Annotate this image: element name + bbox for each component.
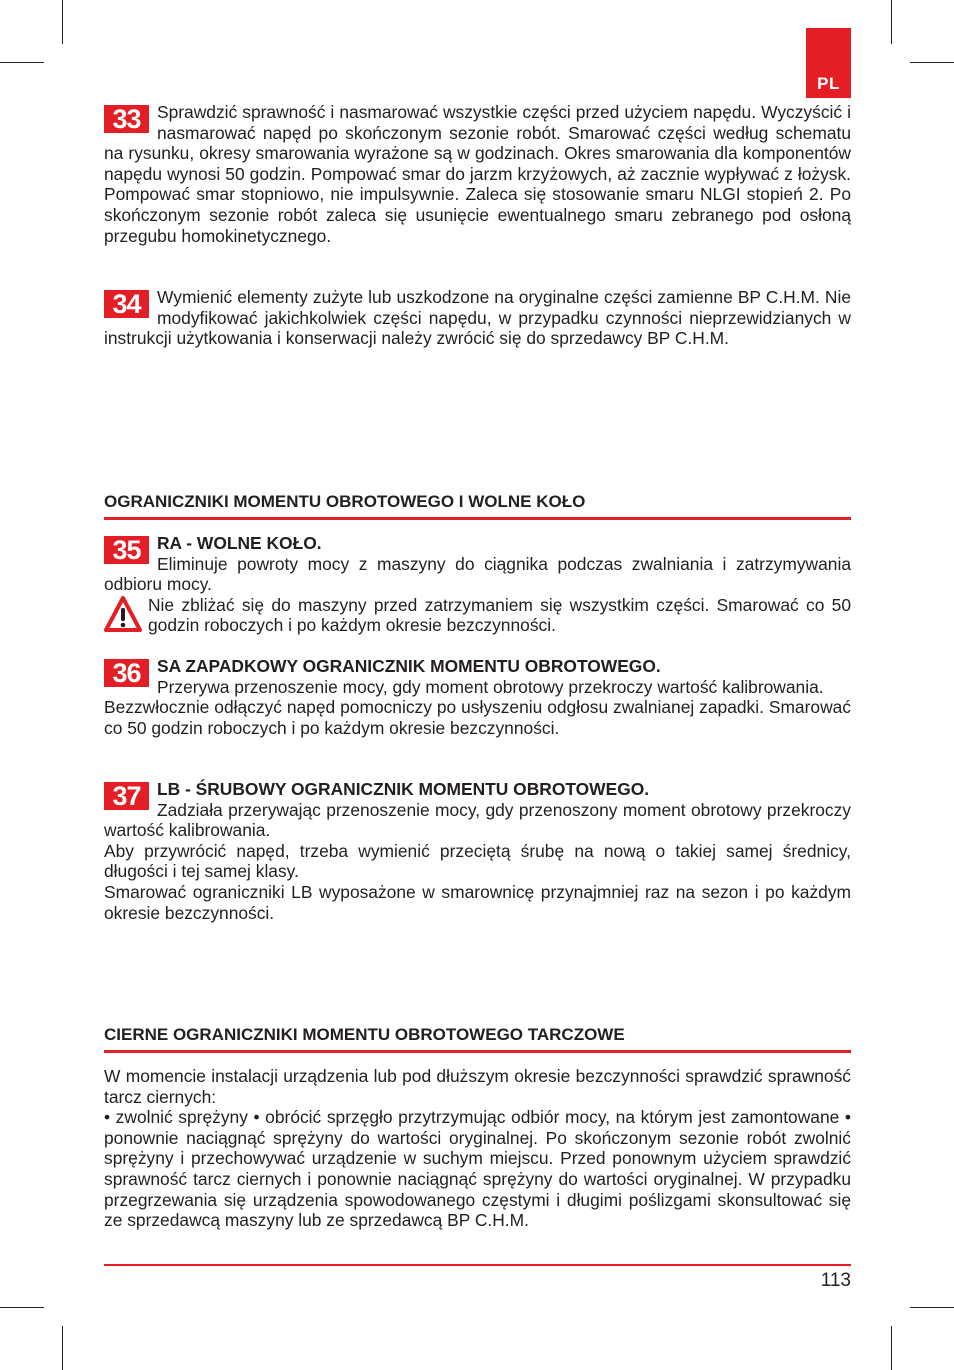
crop-mark: [891, 1326, 892, 1370]
section-37-text-2: Aby przywrócić napęd, trzeba wymienić przeciętą śrubę na nową o takiej samej średnicy, długości i tej samej klasy.: [104, 840, 851, 882]
warning-triangle-icon: [104, 595, 142, 635]
page-number: 113: [820, 1270, 851, 1291]
heading-text: OGRANICZNIKI MOMENTU OBROTOWEGO I WOLNE KOŁO: [104, 491, 851, 520]
friction-section: [104, 1066, 851, 1231]
section-36: [104, 656, 851, 738]
heading-text: CIERNE OGRANICZNIKI MOMENTU OBROTOWEGO TARCZOWE: [104, 1024, 851, 1053]
step-number-35: 35: [104, 536, 149, 564]
step-number-36: 36: [104, 659, 149, 687]
step-number-33: 33: [104, 105, 149, 133]
section-36-text: Przerywa przenoszenie mocy, gdy moment obrotowy przekroczy wartość kalibrowania.: [157, 676, 824, 697]
crop-mark: [62, 1326, 63, 1370]
section-37: [104, 779, 851, 923]
section-37-text-3: Smarować ograniczniki LB wyposażone w smarownicę przynajmniej raz na sezon i po każdym okresie bezczynności.: [104, 881, 851, 923]
step-number-37: 37: [104, 782, 149, 810]
step-number-34: 34: [104, 290, 149, 318]
section-35-title: RA - WOLNE KOŁO.: [157, 533, 322, 553]
footer-divider: [104, 1264, 851, 1266]
section-35: [104, 533, 851, 636]
friction-text-2: • zwolnić sprężyny • obrócić sprzęgło przytrzymując odbiór mocy, na którym jest zamontowane • ponownie naciągnąć sprężyny do wartości oryginalnej. Po skończonym sezonie robót zwolnić sprężyny i przechowywać urządzenie w suchym miejscu. Przed ponownym użyciem sprawdzić sprawność tarcz ciernych i ponownie naciągnąć sprężyny do wartości oryginalnej. W przypadku przegrzewania się urządzenia spowodowanego częstymi i długimi poślizgami skonsultować się ze sprzedawcą maszyny lub ze sprzedawcą BP C.H.M.: [104, 1107, 851, 1231]
crop-mark: [0, 1307, 44, 1308]
crop-mark: [891, 0, 892, 44]
crop-mark: [910, 62, 954, 63]
section-heading-torque-limiters: [104, 491, 851, 520]
section-35-text: Eliminuje powroty mocy z maszyny do ciągnika podczas zwalniania i zatrzymywania odbioru mocy.: [104, 553, 851, 595]
crop-mark: [910, 1307, 954, 1308]
friction-text: W momencie instalacji urządzenia lub pod dłuższym okresie bezczynności sprawdzić sprawność tarcz ciernych:: [104, 1066, 851, 1107]
language-tab: PL: [806, 28, 851, 98]
section-33: [104, 102, 851, 246]
section-36-title: SA ZAPADKOWY OGRANICZNIK MOMENTU OBROTOWEGO.: [157, 656, 661, 676]
section-36-text-2: Bezzwłocznie odłączyć napęd pomocniczy po usłyszeniu odgłosu zwalnianej zapadki. Smarować co 50 godzin roboczych i po każdym okresie bezczynności.: [104, 697, 851, 738]
warning-text: Nie zbliżać się do maszyny przed zatrzymaniem się wszystkim części. Smarować co 50 godzin roboczych i po każdym okresie bezczynności.: [148, 594, 851, 636]
section-34-text: Wymienić elementy zużyte lub uszkodzone na oryginalne części zamienne BP C.H.M. Nie modyfikować jakichkolwiek części napędu, w przypadku czynności nieprzewidzianych w instrukcji użytkowania i konserwacji należy zwrócić się do sprzedawcy BP C.H.M.: [104, 287, 851, 349]
section-34: [104, 287, 851, 349]
section-37-title: LB - ŚRUBOWY OGRANICZNIK MOMENTU OBROTOWEGO.: [157, 779, 650, 799]
section-heading-friction-limiters: [104, 1024, 851, 1053]
crop-mark: [0, 62, 44, 63]
crop-mark: [62, 0, 63, 44]
section-33-text: Sprawdzić sprawność i nasmarować wszystkie części przed użyciem napędu. Wyczyścić i nasmarować napęd po skończonym sezonie robót. Smarować części według schematu na rysunku, okresy smarowania wyrażone są w godzinach. Okres smarowania dla komponentów napędu wynosi 50 godzin. Pompować smar do jarzm krzyżowych, aż zacznie wypływać z łożysk. Pompować smar stopniowo, nie impulsywnie. Zaleca się stosowanie smaru NLGI stopień 2. Po skończonym sezonie robót zaleca się usunięcie ewentualnego smaru zebranego pod osłoną przegubu homokinetycznego.: [104, 102, 851, 246]
section-37-text: Zadziała przerywając przenoszenie mocy, gdy przenoszony moment obrotowy przekroczy wartość kalibrowania.: [104, 799, 851, 841]
warning-block: [104, 595, 851, 636]
